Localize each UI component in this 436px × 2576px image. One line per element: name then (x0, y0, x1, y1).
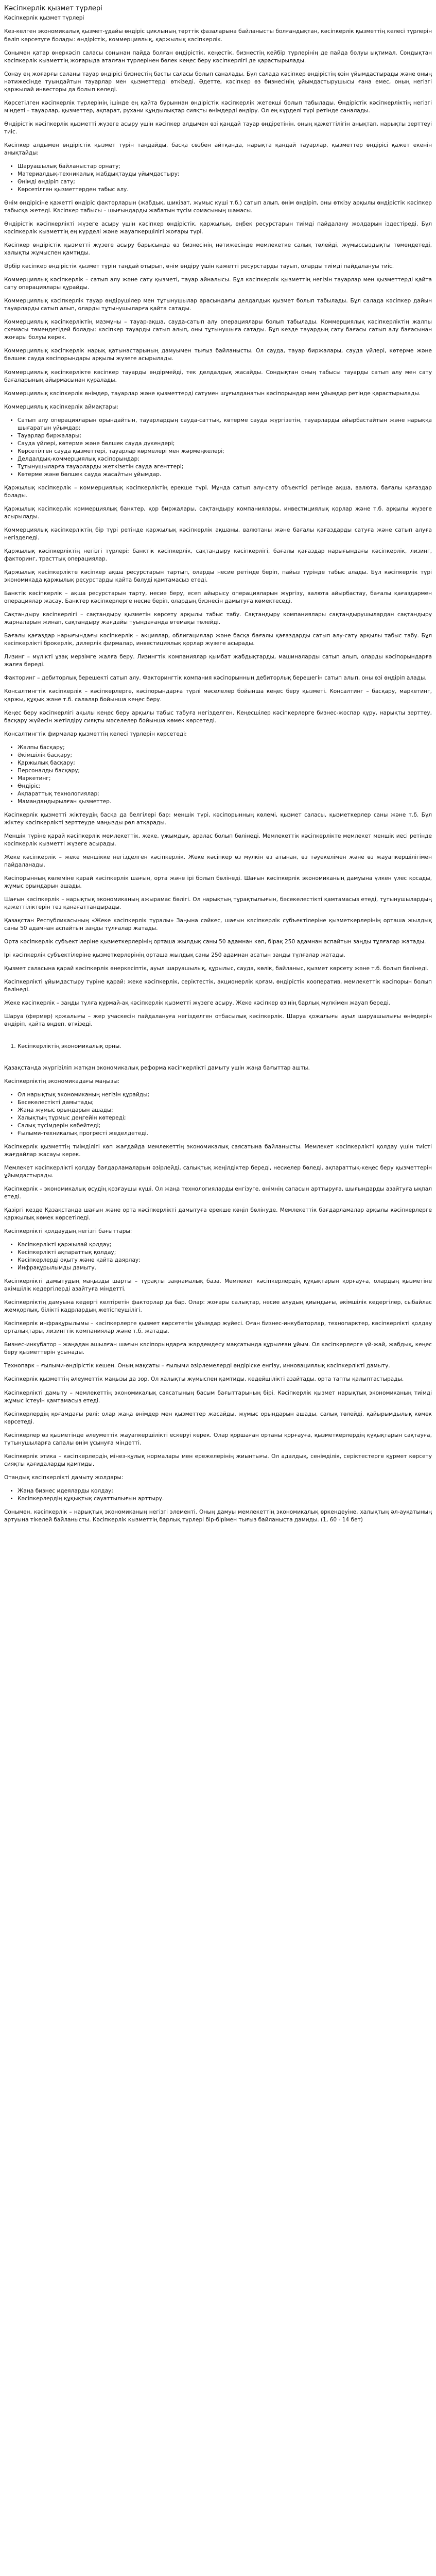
paragraph: Көрсетілген кәсіпкерлік түрлерінің ішінде ең қайта бұрыннан өндірістік кәсіпкерлік жетекші болып табылады. Өндірістік кәсіпкерліктің негізгі міндеті – тауарлар, қызметтер, ақпарат, рухани құндылықтар сияқты өнімдерді өндіру. Ол ең күрделі түрі ретінде саналады. (4, 99, 432, 114)
list-item: • Халықтың тұрмыс деңгейін көтереді; (18, 1114, 432, 1122)
paragraph: Қаржылық кәсіпкерлік коммерциялық банктер, қор биржалары, сақтандыру компаниялары, инвестициялық қорлар және т.б. арқылы жүзеге асырылады. (4, 505, 432, 520)
paragraph: Кез-келген экономикалық қызмет-ұдайы өндіріс циклының төрттік фазаларына байланысты болғандықтан, кәсіпкерлік қызметтің келесі түрлерін бөліп көрсетуге болады: өндірістік, коммерциялық, қаржылық кәсіпкерлік. (4, 28, 432, 43)
paragraph: Кәсіпкерлікті дамыту – мемлекеттің экономикалық саясатының басым бағыттарының бірі. Кәсіпкерлік қызмет нарықтық экономиканың тиімді жұмыс істеуін қамтамасыз етеді. (4, 1389, 432, 1404)
list-item: • Ол нарықтық экономиканың негізін құрайды; (18, 1091, 432, 1099)
list-item: • Инфрақұрылымды дамыту. (18, 1264, 432, 1272)
list-item: • Шаруашылық байланыстар орнату; (18, 163, 432, 171)
paragraph: Қаржылық кәсіпкерлік – коммерциялық кәсіпкерліктің ерекше түрі. Мұнда сатып алу-сату объектісі ретінде ақша, валюта, бағалы қағаздар болады. (4, 484, 432, 499)
paragraph: Өндірістік кәсіпкерлікті жүзеге асыру үшін кәсіпкер өндірістік, қаржылық, еңбек ресурстарын тиімді пайдалану жолдарын іздестіреді. Бұл кәсіпкерлік қызметтің ең күрделі және жауапкершілігі жоғары түрі. (4, 221, 432, 235)
paragraph: Кәсіпкерліктің экономикадағы маңызы: (4, 1078, 120, 1084)
list-item: • Кәсіпкерлердің құқықтық сауаттылығын арттыру. (18, 1495, 432, 1503)
paragraph: Әрбір кәсіпкер өндірістік қызмет түрін таңдай отырып, өнім өндіру үшін қажетті ресурстарды тауып, оларды тиімді пайдалануы тиіс. (4, 263, 394, 270)
spacer (4, 1056, 432, 1064)
list-item: • Сатып алу операцияларын орындайтын, тауарлардың сауда-саттық, көтерме сауда жүргізетін, тауарларды айырбастайтын және нарыққа шығаратын ұйымдар; (18, 417, 432, 432)
paragraph: Шағын кәсіпкерлік – нарықтық экономиканың ажырамас бөлігі. Ол нарықтың тұрақтылығын, бәсекелестікті қамтамасыз етеді, тұтынушылардың қажеттіліктерін тез қанағаттандырады. (4, 896, 432, 911)
list-item: • Салық түсімдерін көбейтеді; (18, 1122, 432, 1130)
bullet-list (4, 1241, 432, 1272)
list-item: 1. Кәсіпкерліктің экономикалық орны. (18, 1043, 432, 1050)
paragraph: Сонымен, кәсіпкерлік – нарықтық экономиканың негізгі элементі. Оның дамуы мемлекеттің экономикалық өркендеуіне, халықтың әл-ауқатының артуына тікелей байланысты. Кәсіпкерлік қызметтің барлық түрлері бір-бірімен тығыз байланыста дамиды. (1, 60 - 14 бет) (4, 1509, 432, 1523)
list-item: • Өндіріс; (18, 783, 432, 790)
list-item: • Өнімді өндіріп сату; (18, 178, 432, 186)
paragraph: Кәсіпкерлік қызметтің әлеуметтік маңызы да зор. Ол халықты жұмыспен қамтиды, кедейшілікті азайтады, орта тапты қалыптастырады. (4, 1376, 404, 1383)
document-body (4, 28, 432, 1523)
paragraph: Қазақстанда жүргізіліп жатқан экономикалық реформа кәсіпкерлікті дамыту ушін жаңа бағыттар ашты. (4, 1064, 310, 1071)
list-item: • Сауда үйлері, көтерме және бөлшек сауда дүкендері; (18, 440, 432, 448)
list-item: • Тауарлар биржалары; (18, 432, 432, 440)
paragraph: Коммерциялық кәсіпкерлік – сатып алу және сату қызметі, тауар айналысы. Бұл кәсіпкерлік қызметтің негізін тауарлар мен қызметтерді қайта сату операциялары құрайды. (4, 277, 432, 291)
paragraph: Коммерциялық кәсіпкерлік аймақтары: (4, 403, 118, 410)
document-subtitle: Кәсіпкерлік қызмет түрлері (4, 15, 84, 22)
paragraph: Қызмет саласына қарай кәсіпкерлік өнеркәсіптік, ауыл шаруашылық, құрылыс, сауда, көлік, байланыс, қызмет көрсету және т.б. болып бөлінеді. (4, 965, 429, 972)
list-item: • Жаңа жұмыс орындарын ашады; (18, 1107, 432, 1114)
paragraph: Кәсіпкер өндірістік қызметті жүзеге асыру барысында өз бизнесінің нәтижесінде мемлекетке салық төлейді, жұмыссыздықты төмендетеді, халықты жұмыспен қамтиды. (4, 242, 432, 257)
paragraph: Қаржылық кәсіпкерліктің негізгі түрлері: банктік кәсіпкерлік, сақтандыру кәсіпкерлігі, бағалы қағаздар нарығындағы кәсіпкерлік, лизинг, факторинг, трасттық операциялар. (4, 548, 432, 563)
paragraph: Кеңес беру кәсіпкерлігі ақылы кеңес беру арқылы табыс табуға негізделген. Кеңесшілер кәсіпкерлерге бизнес-жоспар құру, нарықты зерттеу, басқару жүйесін жетілдіру сияқты мәселелер бойынша көмек көрсетеді. (4, 709, 432, 724)
paragraph: Кәсіпкерлік инфрақұрылымы – кәсіпкерлерге қызмет көрсететін ұйымдар жүйесі. Оған бизнес-инкубаторлар, технопарктер, кәсіпкерлікті қолдау орталықтары, лизингтік компаниялар және т.б. жатады. (4, 1320, 432, 1335)
paragraph: Коммерциялық кәсіпкерліктің мазмұны – тауар-ақша, сауда-сатып алу операциялары болып табылады. Коммерциялық кәсіпкерліктің жалпы схемасы төмендегідей болады: кәсіпкер тауарды сатып алып, оны тұтынушыға сатады. Бұл кезде тауардың сату бағасы сатып алу бағасынан жоғары болуы керек. (4, 319, 432, 341)
paragraph: Кәсіпорынның көлеміне қарай кәсіпкерлік шағын, орта және ірі болып бөлінеді. Шағын кәсіпкерлік экономиканың дамуына үлкен үлес қосады, жұмыс орындарын ашады. (4, 875, 432, 890)
paragraph: Коммерциялық кәсіпкерлік өнімдер, тауарлар және қызметтерді сатумен шұғылданатын кәсіпорындар мен ұйымдар ретінде қарастырылады. (4, 390, 421, 397)
paragraph: Мемлекет кәсіпкерлікті қолдау бағдарламаларын әзірлейді, салықтық жеңілдіктер береді, несиелер бөледі, ақпараттық-кеңес беру қызметтерін ұйымдастырады. (4, 1164, 432, 1179)
list-item: • Көрсетілген қызметтерден табыс алу. (18, 186, 432, 194)
paragraph: Кәсіпкерлік қызметтің тиімділігі көп жағдайда мемлекеттің экономикалық саясатына байланысты. Мемлекет кәсіпкерлікті қолдау үшін тиісті жағдайлар жасауы керек. (4, 1143, 432, 1158)
paragraph: Консалтингтік фирмалар қызметтің келесі түрлерін көрсетеді: (4, 731, 187, 737)
paragraph: Кәсіпкерлікті ұйымдастыру түріне қарай: жеке кәсіпкерлік, серіктестік, акционерлік қоғам, өндірістік кооператив, мемлекеттік кәсіпорын болып бөлінеді. (4, 979, 432, 993)
paragraph: Отандық кәсіпкерлікті дамыту жолдары: (4, 1474, 124, 1481)
bullet-list (4, 1487, 432, 1503)
bullet-list (4, 163, 432, 194)
paragraph: Ірі кәсіпкерлік субъектілеріне қызметкерлерінің орташа жылдық саны 250 адамнан асатын заңды тұлғалар жатады. (4, 952, 345, 959)
list-item: • Тұтынушыларға тауарларды жеткізетін сауда агенттері; (18, 463, 432, 471)
numbered-list (4, 1043, 432, 1050)
list-item: • Жалпы басқару; (18, 744, 432, 752)
paragraph: Кәсіпкерлік – экономикалық өсудің қозғаушы күші. Ол жаңа технологияларды енгізуге, өнімнің сапасын арттыруға, шығындарды азайтуға ықпал етеді. (4, 1185, 432, 1200)
list-item: • Кәсіпкерлерді оқыту және қайта даярлау; (18, 1257, 432, 1264)
paragraph: Коммерциялық кәсіпкерлік нарық қатынастарының дамуымен тығыз байланысты. Ол сауда, тауар биржалары, сауда үйлері, көтерме және бөлшек сауда кәсіпорындары арқылы жүзеге асырылады. (4, 348, 432, 362)
paragraph: Кәсіпкерлік этика – кәсіпкерлердің мінез-құлық нормалары мен ережелерінің жиынтығы. Ол адалдық, сенімділік, серіктестерге құрмет көрсету сияқты қағидаларды қамтиды. (4, 1453, 432, 1467)
paragraph: Факторинг – дебиторлық берешекті сатып алу. Факторингтік компания кәсіпорынның дебиторлық берешегін сатып алып, оны өзі өндіріп алады. (4, 675, 427, 682)
paragraph: Қазақстан Республикасының «Жеке кәсіпкерлік туралы» Заңына сәйкес, шағын кәсіпкерлік субъектілеріне қызметкерлерінің орташа жылдық саны 50 адамнан аспайтын заңды тұлғалар жатады. (4, 918, 432, 932)
list-item: • Әкімшілік басқару; (18, 752, 432, 759)
list-item: • Көтерме және бөлшек сауда жасайтын ұйымдар. (18, 471, 432, 479)
paragraph: Сонымен қатар өнеркәсіп саласы сонынан пайда болған өндірістік, кеңестік, бизнестің кейбір түрлерінің де пайда болуы ықтимал. Сондықтан кәсіпкерлік қызметтің жоғарыда аталған түрлерінен бөлек кеңес беру кәсіпкерлігі де қарастырылады. (4, 49, 432, 64)
paragraph: Шаруа (фермер) қожалығы – жер учаскесін пайдалануға негізделген отбасылық кәсіпкерлік. Шаруа қожалығы ауыл шаруашылығы өнімдерін өндіріп, қайта өңдеп, өткізеді. (4, 1013, 432, 1028)
paragraph: Қаржылық кәсіпкерлікте кәсіпкер ақша ресурстарын тартып, оларды несие ретінде беріп, пайыз түрінде табыс алады. Бұл кәсіпкерлік түрі экономикада қаржылық ресурстарды қайта бөлуді қамтамасыз етеді. (4, 569, 432, 584)
paragraph: Сақтандыру кәсіпкерлігі – сақтандыру қызметін көрсету арқылы табыс табу. Сақтандыру компаниялары сақтандырушылардан сақтандыру жарналарын жинап, сақтандыру жағдайы туындағанда өтемақы төлейді. (4, 612, 432, 626)
paragraph: Технопарк – ғылыми-өндірістік кешен. Оның мақсаты – ғылыми әзірлемелерді өндіріске енгізу, инновациялық кәсіпкерлікті дамыту. (4, 1363, 390, 1369)
paragraph: Кәсіпкерлік қызметті жіктеудің басқа да белгілері бар: меншік түрі, кәсіпорынның көлемі, қызмет саласы, қызметкерлер саны және т.б. Бұл жіктеу кәсіпкерлікті зерттеуде маңызды рөл атқарады. (4, 811, 432, 826)
paragraph: Қазіргі кезде Қазақстанда шағын және орта кәсіпкерлікті дамытуға ерекше көңіл бөлінуде. Мемлекеттік бағдарламалар арқылы кәсіпкерлерге қаржылық көмек көрсетіледі. (4, 1207, 432, 1222)
paragraph: Коммерциялық кәсіпкерліктің бір түрі ретінде қаржылық кәсіпкерлік ақшаны, валютаны және бағалы қағаздарды сатуға және сатып алуға негізделеді. (4, 527, 432, 541)
paragraph: Кәсіпкер алдымен өндірістік қызмет түрін таңдайды, басқа сөзбен айтқанда, нарықта қандай тауарлар, қызметтер өндірісі қажет екенін анықтайды: (4, 142, 432, 156)
list-item: • Кәсіпкерлікті ақпараттық қолдау; (18, 1249, 432, 1257)
document-title: Кәсіпкерлік қызмет түрлері (4, 5, 102, 12)
list-item: • Кәсіпкерлікті қаржылай қолдау; (18, 1241, 432, 1249)
list-item: • Маркетинг; (18, 775, 432, 783)
paragraph: Банктік кәсіпкерлік – ақша ресурстарын тарту, несие беру, есеп айырысу операцияларын жүргізу, валюта айырбастау, бағалы қағаздармен операциялар жасау. Банктер кәсіпкерлерге несие беріп, олардың бизнесін дамытуға көмектеседі. (4, 590, 432, 605)
paragraph: Кәсіпкерліктің дамуына кедергі келтіретін факторлар да бар. Олар: жоғары салықтар, несие алудың қиындығы, әкімшілік кедергілер, сыбайлас жемқорлық, білікті кадрлардың жетіспеушілігі. (4, 1299, 432, 1314)
bullet-list (4, 744, 432, 806)
list-item: • Персоналды басқару; (18, 767, 432, 775)
list-item: • Жаңа бизнес идеяларды қолдау; (18, 1487, 432, 1495)
list-item: • Делдалдық-коммерциялық кәсіпорындар; (18, 455, 432, 463)
list-item: • Ғылыми-техникалық прогресті жеделдетеді. (18, 1130, 432, 1138)
paragraph: Кәсіпкерлікті қолдаудың негізгі бағыттары: (4, 1228, 132, 1235)
spacer (4, 1035, 432, 1043)
paragraph: Жеке кәсіпкерлік – жеке меншікке негізделген кәсіпкерлік. Жеке кәсіпкер өз мүлкін өз атынан, өз тәуекелімен және өз жауапкершілігімен пайдаланады. (4, 854, 432, 869)
paragraph: Консалтингтік кәсіпкерлік – кәсіпкерлерге, кәсіпорындарға түрлі мәселелер бойынша кеңес беру қызметі. Консалтинг – басқару, маркетинг, қаржы, құқық және т.б. салалар бойынша кеңес беру. (4, 688, 432, 703)
list-item: • Мамандандырылған қызметтер. (18, 798, 432, 806)
paragraph: Өнім өндірісіне қажетті өндіріс факторларын (жабдық, шикізат, жұмыс күші т.б.) сатып алып, өнім өндіріп, оны өткізу арқылы өндірістік кәсіпкер табысқа жетеді. Кәсіпкер табысы – шығындарды жабатын түсім сомасының шамасы. (4, 200, 432, 214)
paragraph: Орта кәсіпкерлік субъектілеріне қызметкерлерінің орташа жылдық саны 50 адамнан көп, бірақ 250 адамнан аспайтын заңды тұлғалар жатады. (4, 939, 426, 945)
list-item: • Қаржылық басқару; (18, 759, 432, 767)
paragraph: Кәсіпкерлікті дамытудың маңызды шарты – тұрақты заңнамалық база. Мемлекет кәсіпкерлердің құқықтарын қорғауға, олардың қызметіне әкімшілік кедергілерді азайтуға міндетті. (4, 1278, 432, 1293)
bullet-list (4, 1091, 432, 1138)
paragraph: Жеке кәсіпкерлік – заңды тұлға құрмай-ақ кәсіпкерлік қызметті жүзеге асыру. Жеке кәсіпкер өзінің барлық мүлкімен жауап береді. (4, 1000, 391, 1007)
paragraph: Бағалы қағаздар нарығындағы кәсіпкерлік – акциялар, облигациялар және басқа бағалы қағаздарды сатып алу-сату арқылы табыс табу. Бұл кәсіпкерлікті брокерлік, дилерлік фирмалар, инвестициялық қорлар жүзеге асырады. (4, 633, 432, 647)
paragraph: Коммерциялық кәсіпкерлікте кәсіпкер тауарды өндірмейді, тек делдалдық жасайды. Сондықтан оның табысы тауарды сатып алу мен сату бағаларының айырмасынан құралады. (4, 369, 432, 383)
list-item: • Көрсетілген сауда қызметтері, тауарлар көрмелері мен жәрмеңкелері; (18, 448, 432, 455)
paragraph: Лизинг – мүлікті ұзақ мерзімге жалға беру. Лизингтік компаниялар қымбат жабдықтарды, машиналарды сатып алып, оларды кәсіпорындарға жалға береді. (4, 654, 432, 668)
list-item: • Бәсекелестікті дамытады; (18, 1099, 432, 1107)
paragraph: Өндірістік кәсіпкерлік қызметті жүзеге асыру үшін кәсіпкер алдымен өзі қандай тауар өндіретінін, оның қажеттілігін анықтап, нарықты зерттеуі тиіс. (4, 121, 432, 135)
paragraph: Кәсіпкерлердің қоғамдағы рөлі: олар жаңа өнімдер мен қызметтер жасайды, жұмыс орындарын ашады, салық төлейді, қайырымдылық көмек көрсетеді. (4, 1411, 432, 1425)
list-item: • Ақпараттық технологиялар; (18, 790, 432, 798)
bullet-list (4, 417, 432, 479)
list-item: • Материалдық-техникалық жабдықтауды ұйымдастыру; (18, 171, 432, 178)
paragraph: Кәсіпкерлер өз қызметінде әлеуметтік жауапкершілікті ескеруі керек. Олар қоршаған ортаны қорғауға, қызметкерлердің құқықтарын сақтауға, тұтынушыларға сапалы өнім ұсынуға міндетті. (4, 1432, 432, 1446)
paragraph: Коммерциялық кәсіпкерлік тауар өндірушілер мен тұтынушылар арасындағы делдалдық қызмет болып табылады. Бұл салада кәсіпкер дайын тауарларды сатып алып, оларды тұтынушыларға қайта сатады. (4, 298, 432, 312)
paragraph: Меншік түріне қарай кәсіпкерлік мемлекеттік, жеке, ұжымдық, аралас болып бөлінеді. Мемлекеттік кәсіпкерлікте мемлекет меншік иесі ретінде кәсіпкерлік қызметті жүзеге асырады. (4, 833, 432, 847)
paragraph: Бизнес-инкубатор – жаңадан ашылған шағын кәсіпорындарға жәрдемдесу мақсатында құрылған ұйым. Ол кәсіпкерлерге үй-жай, жабдық, кеңес беру қызметтерін ұсынады. (4, 1342, 432, 1356)
paragraph: Сонау ең жоғарғы саланы тауар өндірісі бизнестің басты саласы болып саналады. Бұл салада кәсіпкер өндірістің өзін ұйымдастырады және оның нәтижесінде туындайтын тауарлар мен қызметтерді өткізеді. Әдетте, кәсіпкер өз бизнесінің ұйымдастырушысы ғана емес, оның негізгі қаржылай инвесторы да болып келеді. (4, 71, 432, 93)
